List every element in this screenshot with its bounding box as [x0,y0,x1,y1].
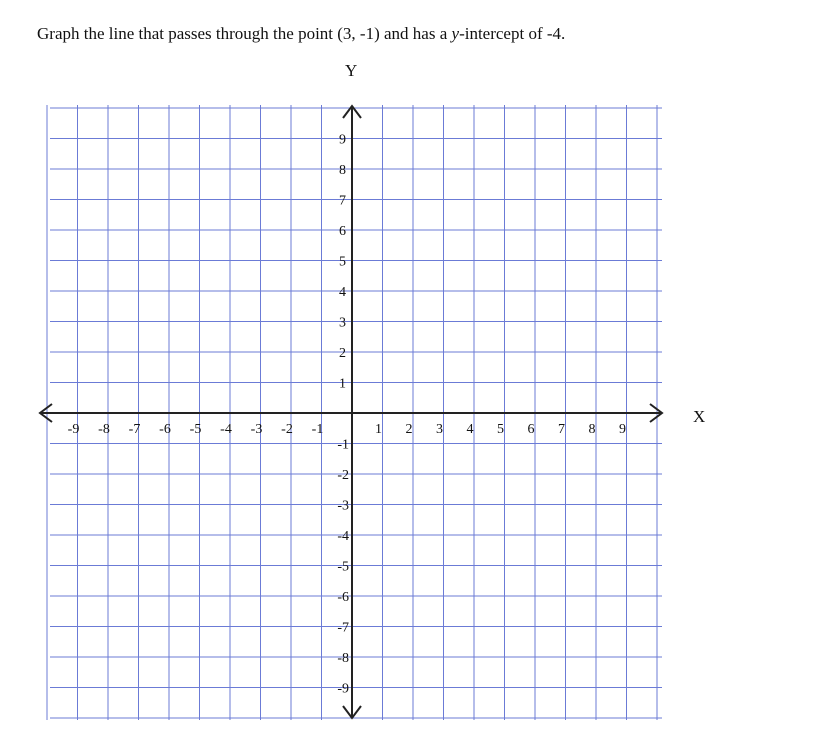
x-tick-label: 6 [527,422,535,437]
y-tick-label: -1 [337,437,349,453]
x-tick-label: -5 [189,422,202,437]
y-tick-label: 5 [339,254,346,270]
question-variable: y [451,24,460,43]
x-tick-label: 1 [375,422,382,437]
x-tick-label: -8 [98,422,110,437]
x-axis-title: X [693,407,706,426]
y-tick-label: -2 [337,468,349,483]
y-tick-label: -6 [337,590,349,605]
x-tick-label: 7 [558,422,565,437]
x-tick-label: 3 [436,422,443,437]
x-tick-labels [68,422,626,437]
y-tick-label: 9 [339,132,346,148]
x-tick-label: -3 [250,422,263,437]
x-tick-label: -7 [128,422,141,437]
y-tick-label: -8 [337,651,349,666]
y-tick-label: -3 [337,498,349,514]
x-tick-label: 5 [497,422,504,437]
y-tick-label: -4 [337,529,349,544]
y-tick-label: 7 [339,193,346,209]
y-tick-label: -7 [337,620,349,636]
y-tick-label: 2 [339,346,346,361]
y-tick-labels [337,133,349,697]
question-text-end: -intercept of -4. [459,24,566,43]
x-tick-label: -2 [281,422,293,437]
y-tick-label: 3 [339,315,346,331]
y-tick-label: 8 [339,163,346,178]
y-tick-label: -5 [337,559,349,575]
y-tick-label: -9 [337,681,349,697]
x-tick-label: -6 [159,422,171,437]
y-tick-label: 1 [339,376,346,392]
y-tick-label: 4 [339,285,346,300]
x-tick-label: -4 [220,422,232,437]
y-tick-label: 6 [339,224,346,239]
x-tick-label: -9 [67,422,80,437]
x-tick-label: 9 [619,422,626,437]
x-tick-label: -1 [311,422,324,437]
x-tick-label: 4 [466,422,474,437]
x-tick-label: 2 [405,422,413,437]
y-axis-title: Y [345,61,358,80]
x-tick-label: 8 [588,422,596,437]
question-text-start: Graph the line that passes through the point (3, -1) and has a [37,24,452,43]
